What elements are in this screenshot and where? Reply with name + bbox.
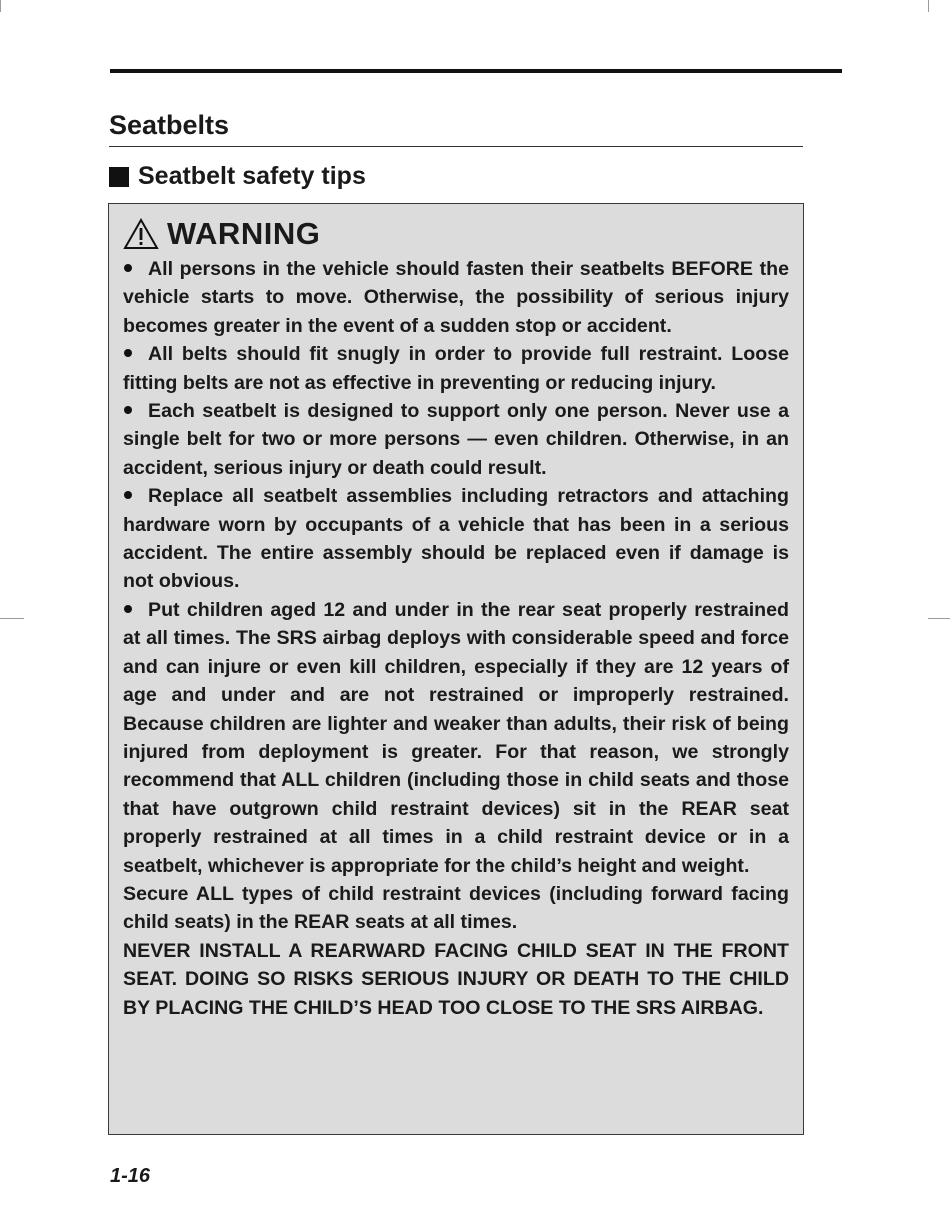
- subsection-title: Seatbelt safety tips: [138, 162, 366, 190]
- bullet-text: Put children aged 12 and under in the rear seat properly restrained at all times. The SRS airbag deploys with considerable speed and force and can injure or even kill children, especially if they are 12 years of age and under and are not restrained or improperly restrained. Because children are lighter and weaker than adults, their risk of being injured from deployment is greater. For that reason, we strongly recommend that ALL children (including those in child seats and those that have outgrown child restraint devices) sit in the REAR seat properly restrained at all times in a child restraint device or in a seatbelt, whichever is appropriate for the child’s height and weight.: [123, 598, 789, 877]
- warning-triangle-icon: [123, 218, 159, 250]
- section-divider: [109, 146, 803, 147]
- section-title: Seatbelts: [109, 110, 230, 140]
- warning-bullet: [123, 255, 789, 340]
- warning-box: [108, 203, 804, 1135]
- warning-title: WARNING: [167, 216, 321, 251]
- square-bullet-icon: [109, 167, 129, 187]
- bullet-text: Replace all seatbelt assemblies including retractors and attaching hardware worn by occupants of a vehicle that has been in a serious accident. The entire assembly should be replaced even if damage is not obvious.: [123, 485, 789, 593]
- warning-paragraph: NEVER INSTALL A REARWARD FACING CHILD SEAT IN THE FRONT SEAT. DOING SO RISKS SERIOUS INJURY OR DEATH TO THE CHILD BY PLACING THE CHILD’S HEAD TOO CLOSE TO THE SRS AIRBAG.: [123, 939, 789, 1019]
- bullet-text: All persons in the vehicle should fasten their seatbelts BEFORE the vehicle starts to move. Otherwise, the possibility of serious injury becomes greater in the event of a sudden stop or accident.: [123, 258, 789, 337]
- warning-header: [123, 214, 789, 254]
- bullet-dot-icon: [124, 605, 132, 613]
- crop-mark-top-left: [0, 0, 1, 12]
- crop-mark-mid-right: [928, 618, 950, 619]
- warning-bullet: [123, 397, 789, 482]
- bullet-dot-icon: [124, 491, 132, 499]
- warning-paragraph: Secure ALL types of child restraint devices (including forward facing child seats) in the REAR seats at all times.: [123, 882, 789, 934]
- bullet-text: Each seatbelt is designed to support only one person. Never use a single belt for two or more persons — even children. Otherwise, in an accident, serious injury or death could result.: [123, 400, 789, 479]
- bullet-dot-icon: [124, 349, 132, 357]
- warning-bullet: [123, 596, 789, 880]
- bullet-dot-icon: [124, 406, 132, 414]
- bullet-text: All belts should fit snugly in order to provide full restraint. Loose fitting belts are not as effective in preventing or reducing injury.: [123, 343, 789, 394]
- header-rule: [110, 69, 842, 73]
- warning-bullet: [123, 482, 789, 596]
- subsection-heading: [109, 162, 366, 191]
- crop-mark-mid-left: [0, 618, 24, 619]
- page-number: 1-16: [110, 1165, 151, 1187]
- crop-mark-top-right: [928, 0, 929, 12]
- bullet-dot-icon: [124, 264, 132, 272]
- warning-bullet: [123, 340, 789, 397]
